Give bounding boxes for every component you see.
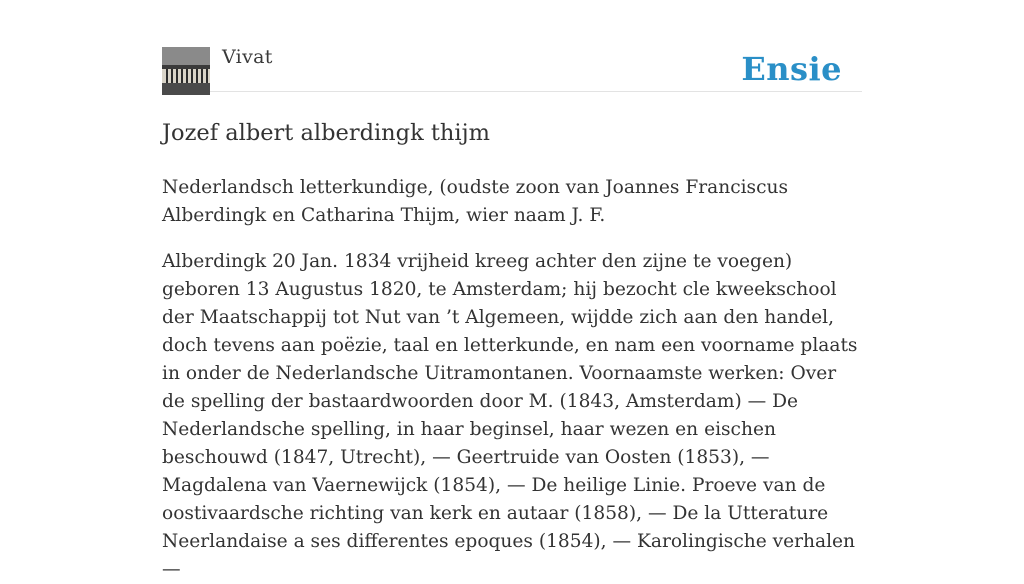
avatar-image — [162, 47, 210, 95]
article-header — [162, 0, 862, 92]
ensie-logo[interactable]: Ensie — [741, 50, 842, 88]
article-title: Jozef albert alberdingk thijm — [162, 120, 490, 146]
author-avatar[interactable] — [162, 47, 210, 95]
content-column — [162, 0, 862, 584]
author-name[interactable]: Vivat — [222, 46, 273, 68]
article-paragraph-1: Nederlandsch letterkundige, (oudste zoon van Joannes Franciscus Alberdingk en Catharina Thijm, wier naam J. F. — [162, 177, 789, 226]
article-paragraph-2: Alberdingk 20 Jan. 1834 vrijheid kreeg achter den zijne te voegen) geboren 13 Augustus 1820, te Amsterdam; hij bezocht cle kweekschool der Maatschappij tot Nut van ’t Algemeen, wijdde zich aan den handel, doch tevens aan poëzie, taal en letterkunde, en nam een voorname plaats in onder de Nederlandsche Uitramontanen. Voornaamste werken: Over de spelling der bastaardwoorden door M. (1843, Amsterdam) — De Nederlandsche spelling, in haar beginsel, haar wezen en eischen beschouwd (1847, Utrecht), — Geertruide van Oosten (1853), — Magdalena van Vaernewijck (1854), — De heilige Linie. Proeve van de oostivaardsche richting van kerk en autaar (1858), — De la Utterature Neerlandaise a ses differentes epoques (1854), — Karolingische verhalen — — [162, 251, 858, 580]
